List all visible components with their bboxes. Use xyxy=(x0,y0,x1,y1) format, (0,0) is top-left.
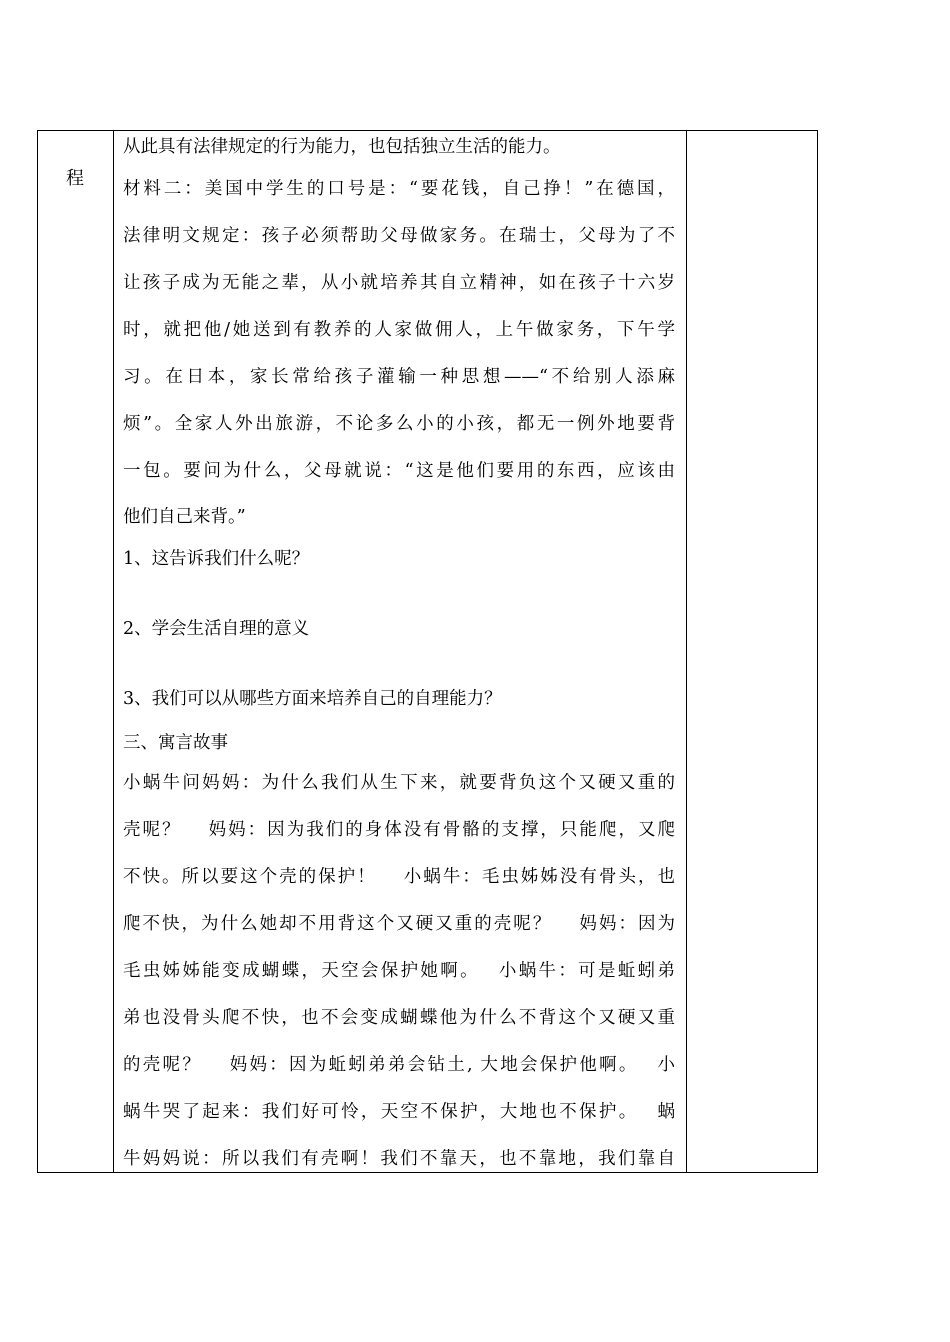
text-line: 牛妈妈说：所以我们有壳啊！我们不靠天，也不靠地，我们靠自 xyxy=(123,1149,675,1169)
text-line: 时，就把他/她送到有教养的人家做佣人，上午做家务，下午学 xyxy=(123,320,675,340)
column-divider-right xyxy=(686,131,687,1172)
text-line: 爬不快，为什么她却不用背这个又硬又重的壳呢？ 妈妈：因为 xyxy=(123,914,675,934)
text-line: 不快。所以要这个壳的保护！ 小蜗牛：毛虫姊姊没有骨头，也 xyxy=(123,867,675,887)
text-line: 烦”。全家人外出旅游，不论多么小的小孩，都无一例外地要背 xyxy=(123,414,675,434)
question-2: 2、学会生活自理的意义 xyxy=(123,619,310,639)
text-line: 小蜗牛问妈妈：为什么我们从生下来，就要背负这个又硬又重的 xyxy=(123,773,675,793)
question-1: 1、这告诉我们什么呢？ xyxy=(123,549,310,569)
lesson-plan-table xyxy=(37,130,818,1173)
text-line: 弟也没骨头爬不快，也不会变成蝴蝶他为什么不背这个又硬又重 xyxy=(123,1008,675,1028)
text-line: 他们自己来背。” xyxy=(123,507,246,527)
text-line: 法律明文规定：孩子必须帮助父母做家务。在瑞士，父母为了不 xyxy=(123,226,675,246)
text-line: 的壳呢？ 妈妈：因为蚯蚓弟弟会钻土, 大地会保护他啊。 小 xyxy=(123,1055,675,1075)
text-line: 一包。要问为什么，父母就说：“这是他们要用的东西，应该由 xyxy=(123,461,675,481)
text-line: 毛虫姊姊能变成蝴蝶，天空会保护她啊。 小蜗牛：可是蚯蚓弟 xyxy=(123,961,675,981)
text-line: 让孩子成为无能之辈，从小就培养其自立精神，如在孩子十六岁 xyxy=(123,273,675,293)
column-divider-left xyxy=(113,131,114,1172)
text-line: 壳呢？ 妈妈：因为我们的身体没有骨骼的支撑，只能爬，又爬 xyxy=(123,820,675,840)
text-line: 习。在日本，家长常给孩子灌输一种思想——“不给别人添麻 xyxy=(123,367,675,387)
section-label: 程 xyxy=(66,168,84,189)
text-line: 蜗牛哭了起来：我们好可怜，天空不保护，大地也不保护。 蜗 xyxy=(123,1102,675,1122)
text-line: 材料二：美国中学生的口号是：“要花钱，自己挣！”在德国， xyxy=(123,179,675,199)
question-3: 3、我们可以从哪些方面来培养自己的自理能力？ xyxy=(123,689,502,709)
text-line: 从此具有法律规定的行为能力，也包括独立生活的能力。 xyxy=(123,137,561,157)
section-heading: 三、寓言故事 xyxy=(123,733,228,753)
